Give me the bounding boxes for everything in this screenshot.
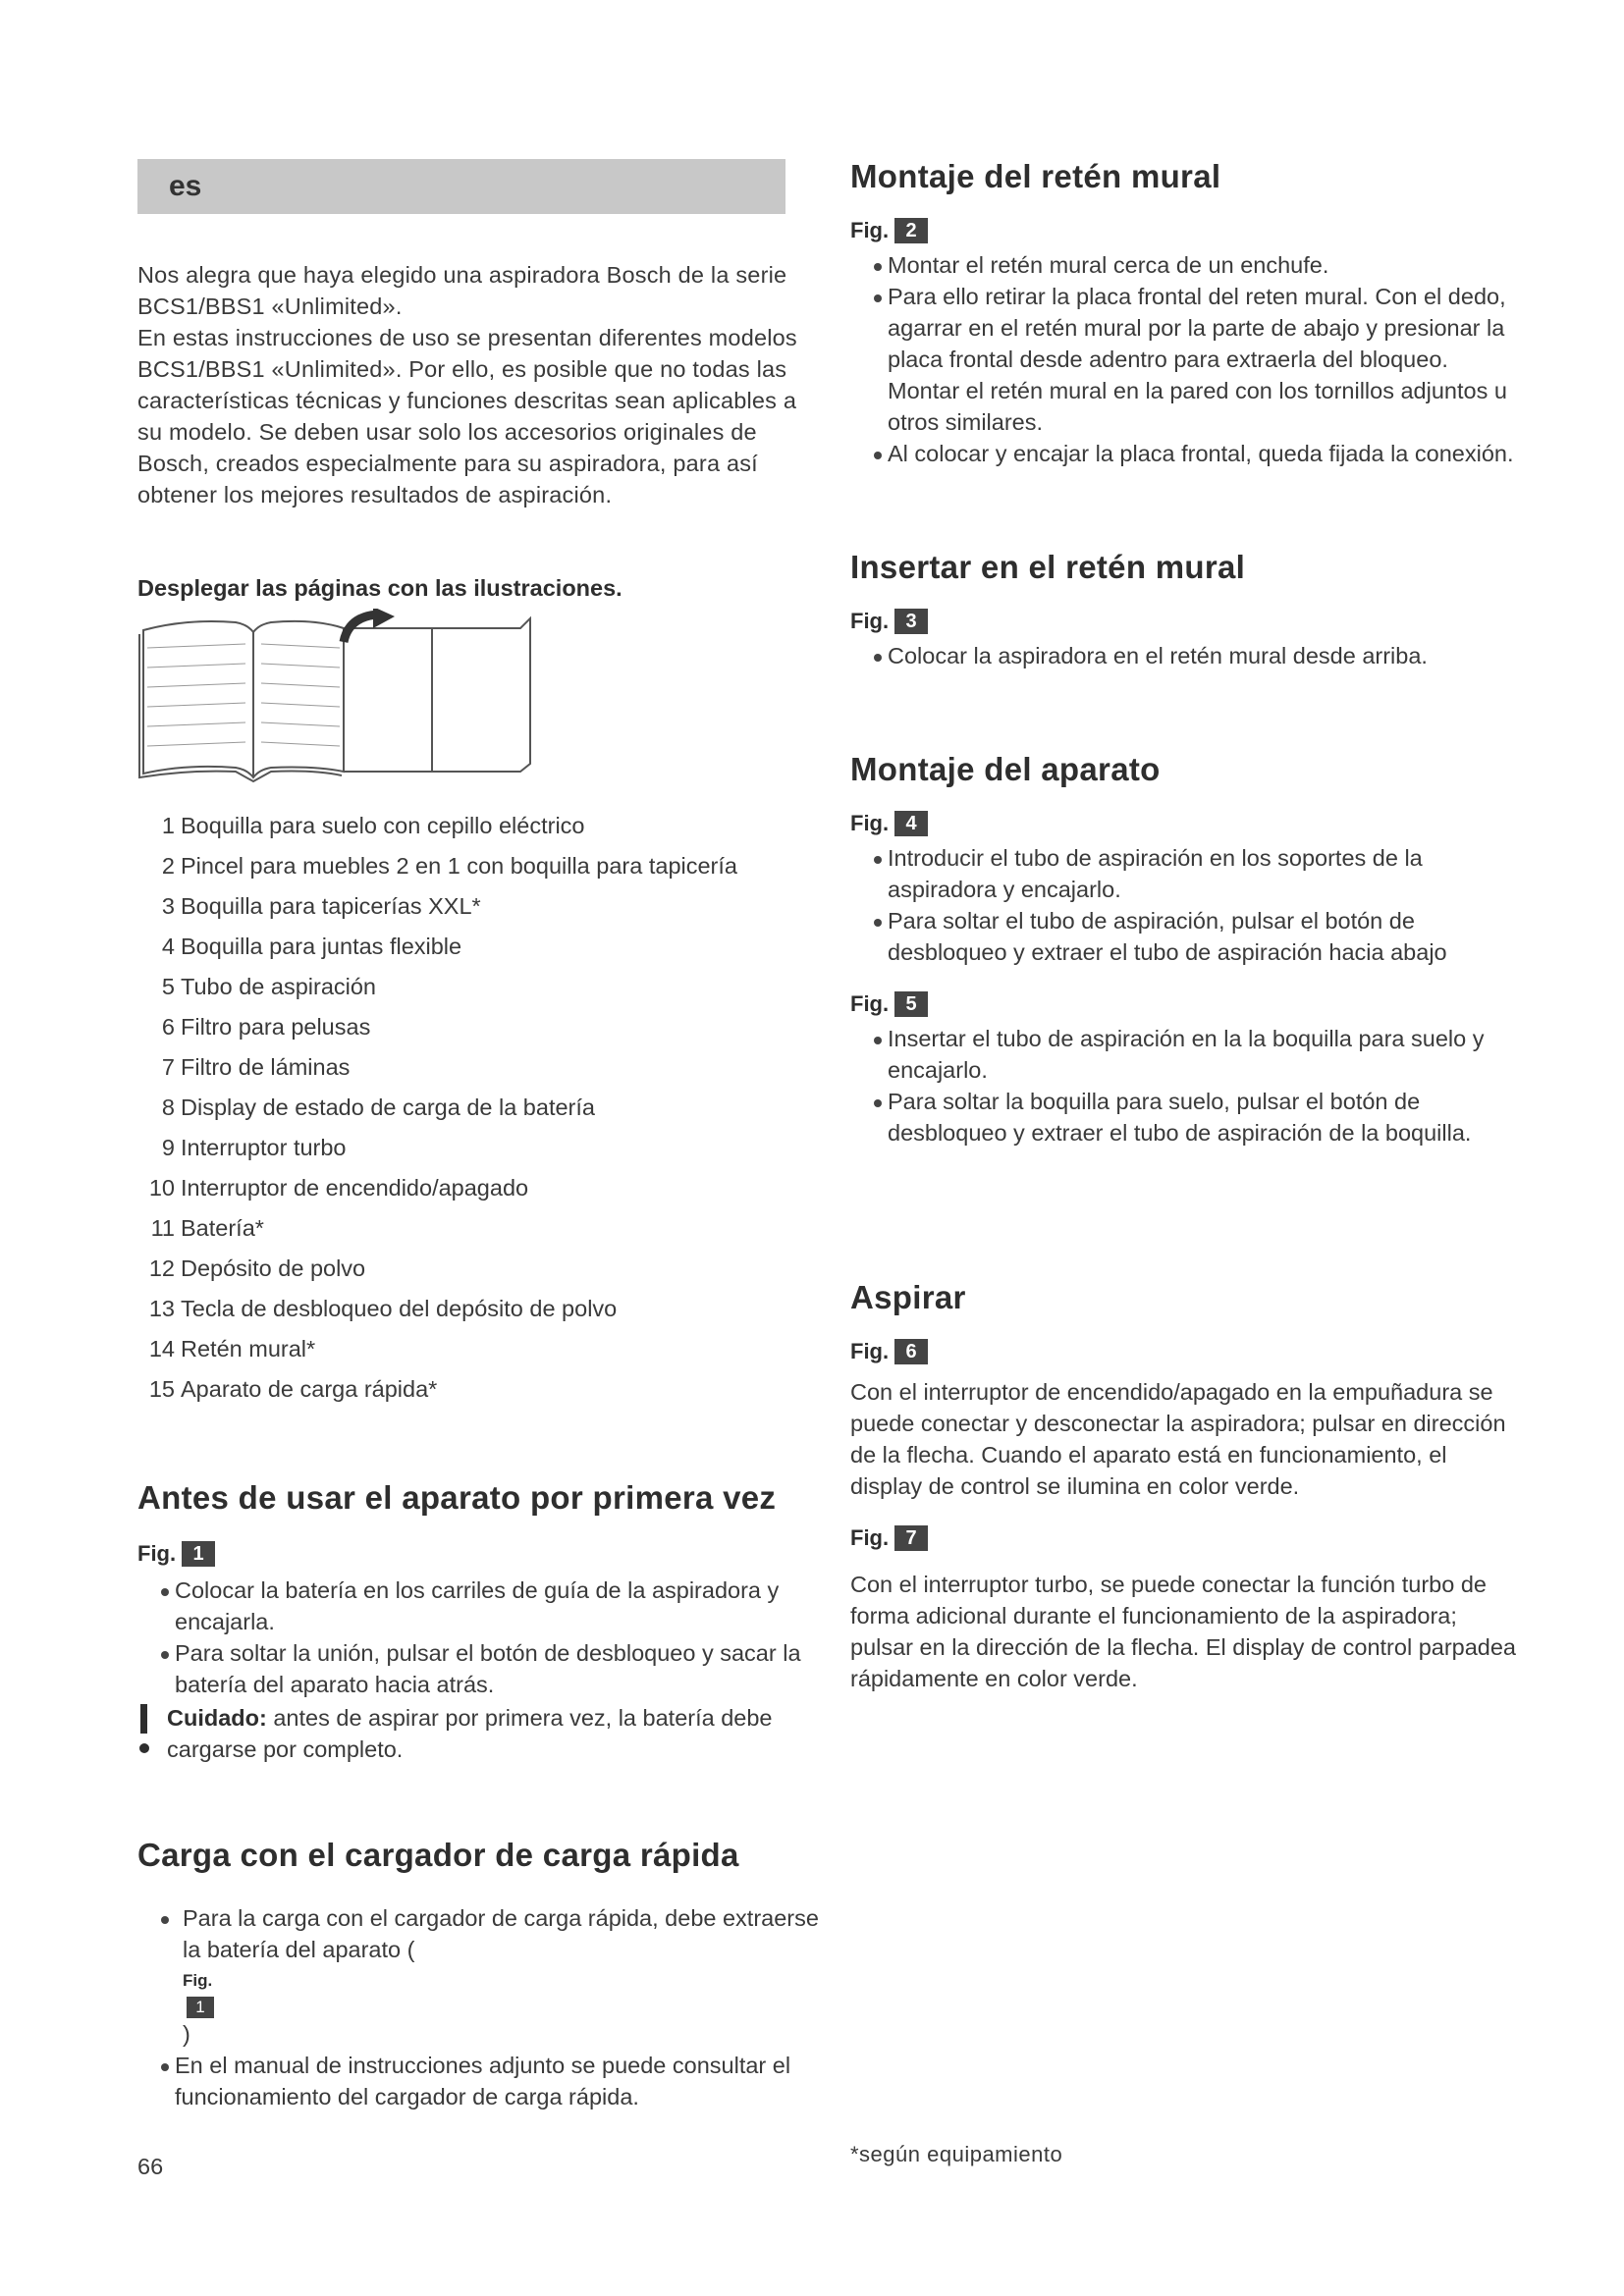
section-title: Insertar en el retén mural [850,549,1246,585]
fig-reference: Fig. 6 [850,1339,1518,1364]
section-before-use [137,1479,805,1765]
list-item: Colocar la aspiradora en el retén mural desde arriba. [850,640,1518,671]
caution-text: antes de aspirar por primera vez, la batería debe cargarse por completo. [167,1705,773,1762]
list-item: Para soltar la boquilla para suelo, pulsar el botón de desbloqueo y extraer el tubo de aspiración de la boquilla. [850,1086,1518,1148]
fig-reference: Fig. 2 [850,218,1518,243]
list-item: 1 Boquilla para suelo con cepillo eléctrico [161,813,585,838]
list-item: 7 Filtro de láminas [161,1054,351,1080]
fig-number-badge: 3 [894,609,928,634]
caution-note [137,1702,805,1765]
intro-paragraph-1: Nos alegra que haya elegido una aspiradora Bosch de la serie BCS1/BBS1 «Unlimited». [137,262,787,319]
section-charging [137,1837,819,2112]
list-item: Montar el retén mural cerca de un enchufe. [850,249,1518,281]
fig-number-badge: 2 [894,218,928,243]
section-assembly [850,751,1518,1148]
list-item: 8 Display de estado de carga de la batería [161,1095,595,1120]
language-tab: es [137,159,785,214]
unfold-pages-illustration [137,609,550,783]
list-item: Al colocar y encajar la placa frontal, queda fijada la conexión. [850,438,1518,469]
list-item: Para ello retirar la placa frontal del reten mural. Con el dedo, agarrar en el retén mural por la parte de abajo y presionar la placa frontal desde adentro para extraerla del bloqueo. Montar el retén mural en la pared con los tornillos adjuntos u otros similares. [850,281,1518,438]
fig-reference: Fig. 1 [137,1541,805,1567]
fig-number-badge: 1 [187,1997,214,2018]
section-title: Antes de usar el aparato por primera vez [137,1479,777,1516]
section-wall-mount [850,158,1518,469]
section-vacuum [850,1279,1518,1694]
list-item: 14 Retén mural* [148,1336,316,1362]
list-item: Para la carga con el cargador de carga rápida, debe extraerse la batería del aparato ( Fig. 1 ) [137,1902,805,2050]
fig-reference: Fig. 7 [850,1525,1518,1551]
section-insert-wall [850,549,1518,671]
list-item: 13 Tecla de desbloqueo del depósito de polvo [148,1296,618,1321]
section-title: Carga con el cargador de carga rápida [137,1837,739,1873]
warning-icon [137,1702,163,1765]
fig-number-badge: 5 [894,991,928,1017]
fig-reference: Fig. 3 [850,609,1518,634]
intro-text [137,259,805,510]
fig-number-badge: 1 [182,1541,215,1567]
bullet-list [850,640,1518,671]
list-item: En el manual de instrucciones adjunto se puede consultar el funcionamiento del cargador de carga rápida. [137,2050,805,2112]
parts-list [137,811,805,1415]
list-item: 9 Interruptor turbo [161,1135,347,1160]
list-item: 2 Pincel para muebles 2 en 1 con boquilla para tapicería [161,853,737,879]
bullet-list [137,1575,805,1700]
list-item: 11 Batería* [150,1215,264,1241]
fig-reference: Fig. 5 [850,991,1518,1017]
list-item: 5 Tubo de aspiración [161,974,377,999]
list-item: 15 Aparato de carga rápida* [148,1376,438,1402]
section-title: Montaje del retén mural [850,158,1221,194]
section-title: Montaje del aparato [850,751,1161,787]
page-number: 66 [137,2154,164,2179]
bullet-list [850,1023,1518,1148]
list-item: Para soltar el tubo de aspiración, pulsar el botón de desbloqueo y extraer el tubo de aspiración hacia abajo [850,905,1518,968]
fig-reference: Fig. 4 [850,811,1518,836]
caution-label: Cuidado: [167,1705,267,1731]
list-item: 12 Depósito de polvo [148,1255,366,1281]
fig-number-badge: 4 [894,811,928,836]
list-item: 4 Boquilla para juntas flexible [161,934,462,959]
bullet-list [850,249,1518,469]
paragraph: Con el interruptor de encendido/apagado en la empuñadura se puede conectar y desconectar la aspiradora; pulsar en dirección de la flecha. Cuando el aparato está en funcionamiento, el display de control se ilumina en color verde. [850,1379,1506,1499]
bullet-list [137,1902,819,2112]
bullet-list [850,842,1518,968]
list-item: 6 Filtro para pelusas [161,1014,371,1040]
footnote: *según equipamiento [850,2142,1063,2166]
section-title: Aspirar [850,1279,966,1315]
list-item: Insertar el tubo de aspiración en la la boquilla para suelo y encajarlo. [850,1023,1518,1086]
fig-number-badge: 7 [894,1525,928,1551]
list-item: Introducir el tubo de aspiración en los soportes de la aspiradora y encajarlo. [850,842,1518,905]
intro-paragraph-2: En estas instrucciones de uso se presentan diferentes modelos BCS1/BBS1 «Unlimited». Por ello, es posible que no todas las características técnicas y funciones descritas sean aplicables a su modelo. Se deben usar solo los accesorios originales de Bosch, creados especialmente para su aspiradora, para así obtener los mejores resultados de aspiración. [137,325,797,507]
list-item: Colocar la batería en los carriles de guía de la aspiradora y encajarla. [137,1575,805,1637]
unfold-heading: Desplegar las páginas con las ilustraciones. [137,575,623,601]
list-item: 10 Interruptor de encendido/apagado [148,1175,529,1201]
paragraph: Con el interruptor turbo, se puede conectar la función turbo de forma adicional durante el funcionamiento de la aspiradora; pulsar en la dirección de la flecha. El display de control parpadea rápidamente en color verde. [850,1572,1517,1691]
list-item: Para soltar la unión, pulsar el botón de desbloqueo y sacar la batería del aparato hacia atrás. [137,1637,805,1700]
fig-number-badge: 6 [894,1339,928,1364]
list-item: 3 Boquilla para tapicerías XXL* [161,893,481,919]
